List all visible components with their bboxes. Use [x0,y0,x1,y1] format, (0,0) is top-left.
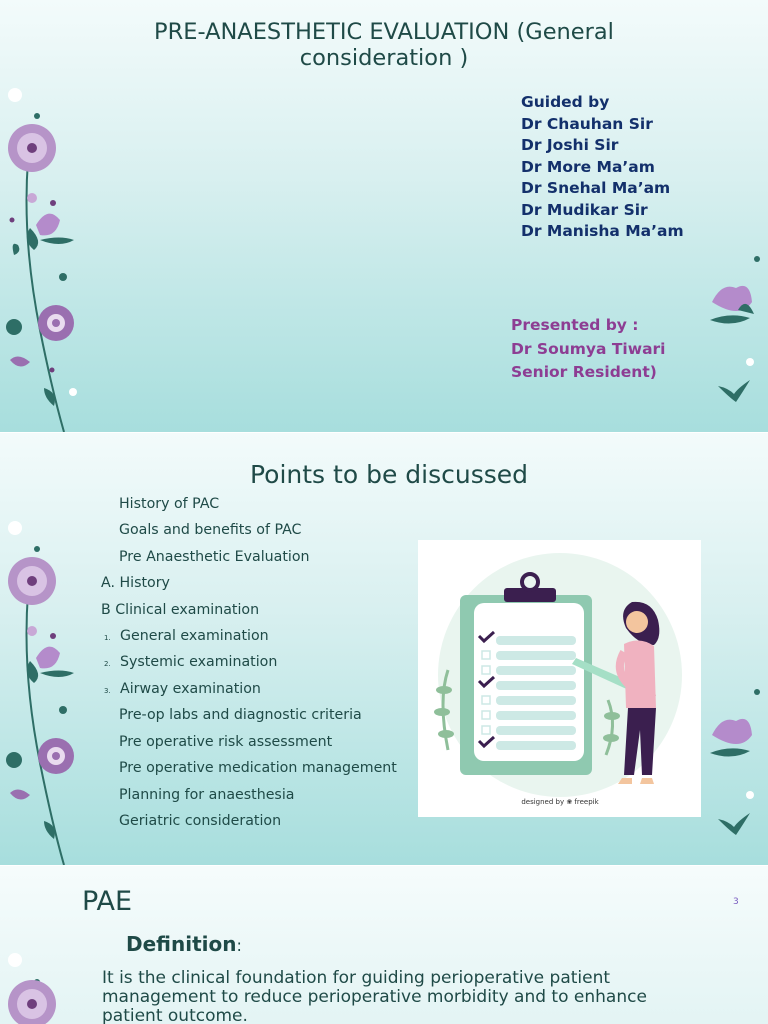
definition-label: Definition [126,932,237,956]
clipboard-checklist-image [418,540,701,817]
floral-decoration-left [0,946,90,1024]
presented-by-block: Presented by : Dr Soumya Tiwari Senior Resident) [511,316,666,381]
list-item: Pre operative medication management [119,760,397,776]
floral-decoration-right [700,250,768,410]
list-item: Systemic examination [120,654,278,670]
slide-title: Points to be discussed [249,460,528,489]
definition-colon: : [236,936,242,955]
definition-text: It is the clinical foundation for guiding perioperative patient management to reduce perioperative morbidity and to enhance patient outcome. [102,968,647,1024]
list-item: B Clinical examination [101,602,260,618]
slide-2 [0,433,768,865]
list-item: Planning for anaesthesia [119,787,295,803]
list-number: 2. [104,660,111,668]
list-number: 1. [104,634,111,642]
checklist-illustration [418,540,701,817]
list-item: Goals and benefits of PAC [119,522,302,538]
list-item: Airway examination [120,681,261,697]
slide-title: PRE-ANAESTHETIC EVALUATION (General consideration ) [154,19,614,71]
floral-decoration-left [0,80,90,432]
credit-text: designed by ❀ freepik [521,798,599,806]
guided-by-list: Guided by Dr Chauhan Sir Dr Joshi Sir Dr More Ma’am Dr Snehal Ma’am Dr Mudikar Sir Dr Manisha Ma’am [521,93,684,240]
list-item: Pre operative risk assessment [119,734,333,750]
list-item: Pre Anaesthetic Evaluation [119,549,310,565]
list-item: History of PAC [119,496,220,512]
list-item: Geriatric consideration [119,813,282,829]
list-item: A. History [101,575,170,591]
list-item: General examination [120,628,269,644]
list-number: 3. [104,687,111,695]
list-item: Pre-op labs and diagnostic criteria [119,707,362,723]
floral-decoration-right [700,683,768,843]
floral-decoration-left [0,513,90,865]
slide-title: PAE [82,886,133,917]
page-number: 3 [733,897,739,907]
slide-3 [0,866,768,1024]
definition-heading [126,932,242,956]
slide-1 [0,0,768,432]
